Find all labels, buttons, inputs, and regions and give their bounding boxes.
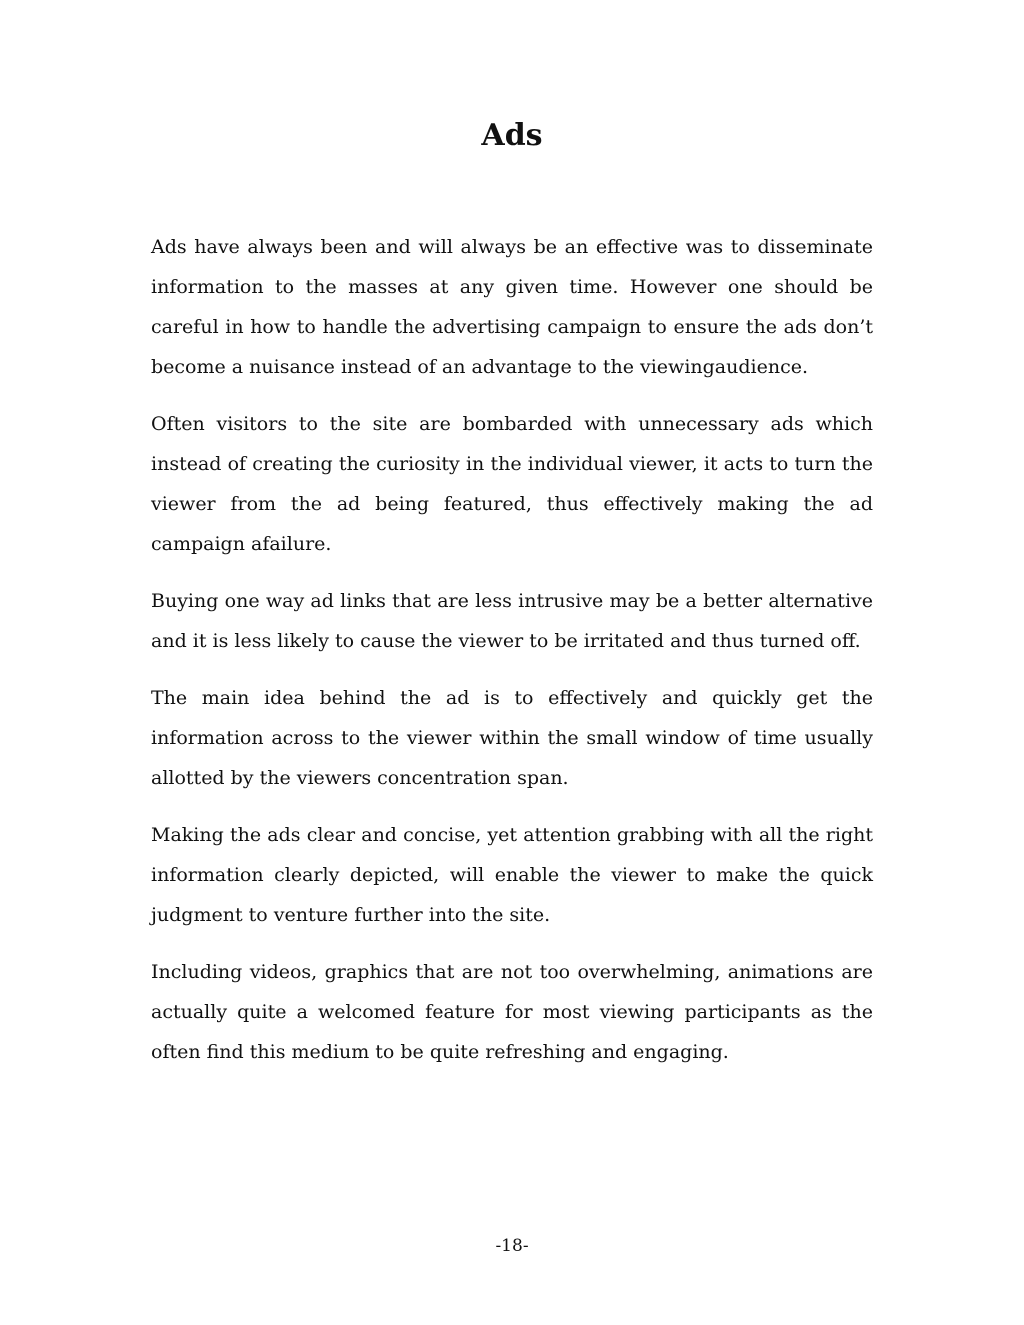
paragraph-6: Including videos, graphics that are not too overwhelming, animations are actually quite a welcomed feature for most viewing participants as the often find this medium to be quite refreshing and engaging. <box>151 961 873 1063</box>
page-number: -18- <box>495 1236 529 1256</box>
paragraph-2: Often visitors to the site are bombarded with unnecessary ads which instead of creating the curiosity in the individual viewer, it acts to turn the viewer from the ad being featured, thus effectively making the ad campaign afailure. <box>151 413 873 555</box>
body-text <box>151 227 873 1089</box>
paragraph-1: Ads have always been and will always be an effective was to disseminate information to the masses at any given time. However one should be careful in how to handle the advertising campaign to ensure the ads don’t become a nuisance instead of an advantage to the viewingaudience. <box>151 236 873 378</box>
paragraph-3: Buying one way ad links that are less intrusive may be a better alternative and it is less likely to cause the viewer to be irritated and thus turned off. <box>151 590 873 652</box>
paragraph-5: Making the ads clear and concise, yet attention grabbing with all the right information clearly depicted, will enable the viewer to make the quick judgment to venture further into the site. <box>151 824 873 926</box>
page-title: Ads <box>481 118 543 153</box>
paragraph-4: The main idea behind the ad is to effectively and quickly get the information across to the viewer within the small window of time usually allotted by the viewers concentration span. <box>151 687 873 789</box>
